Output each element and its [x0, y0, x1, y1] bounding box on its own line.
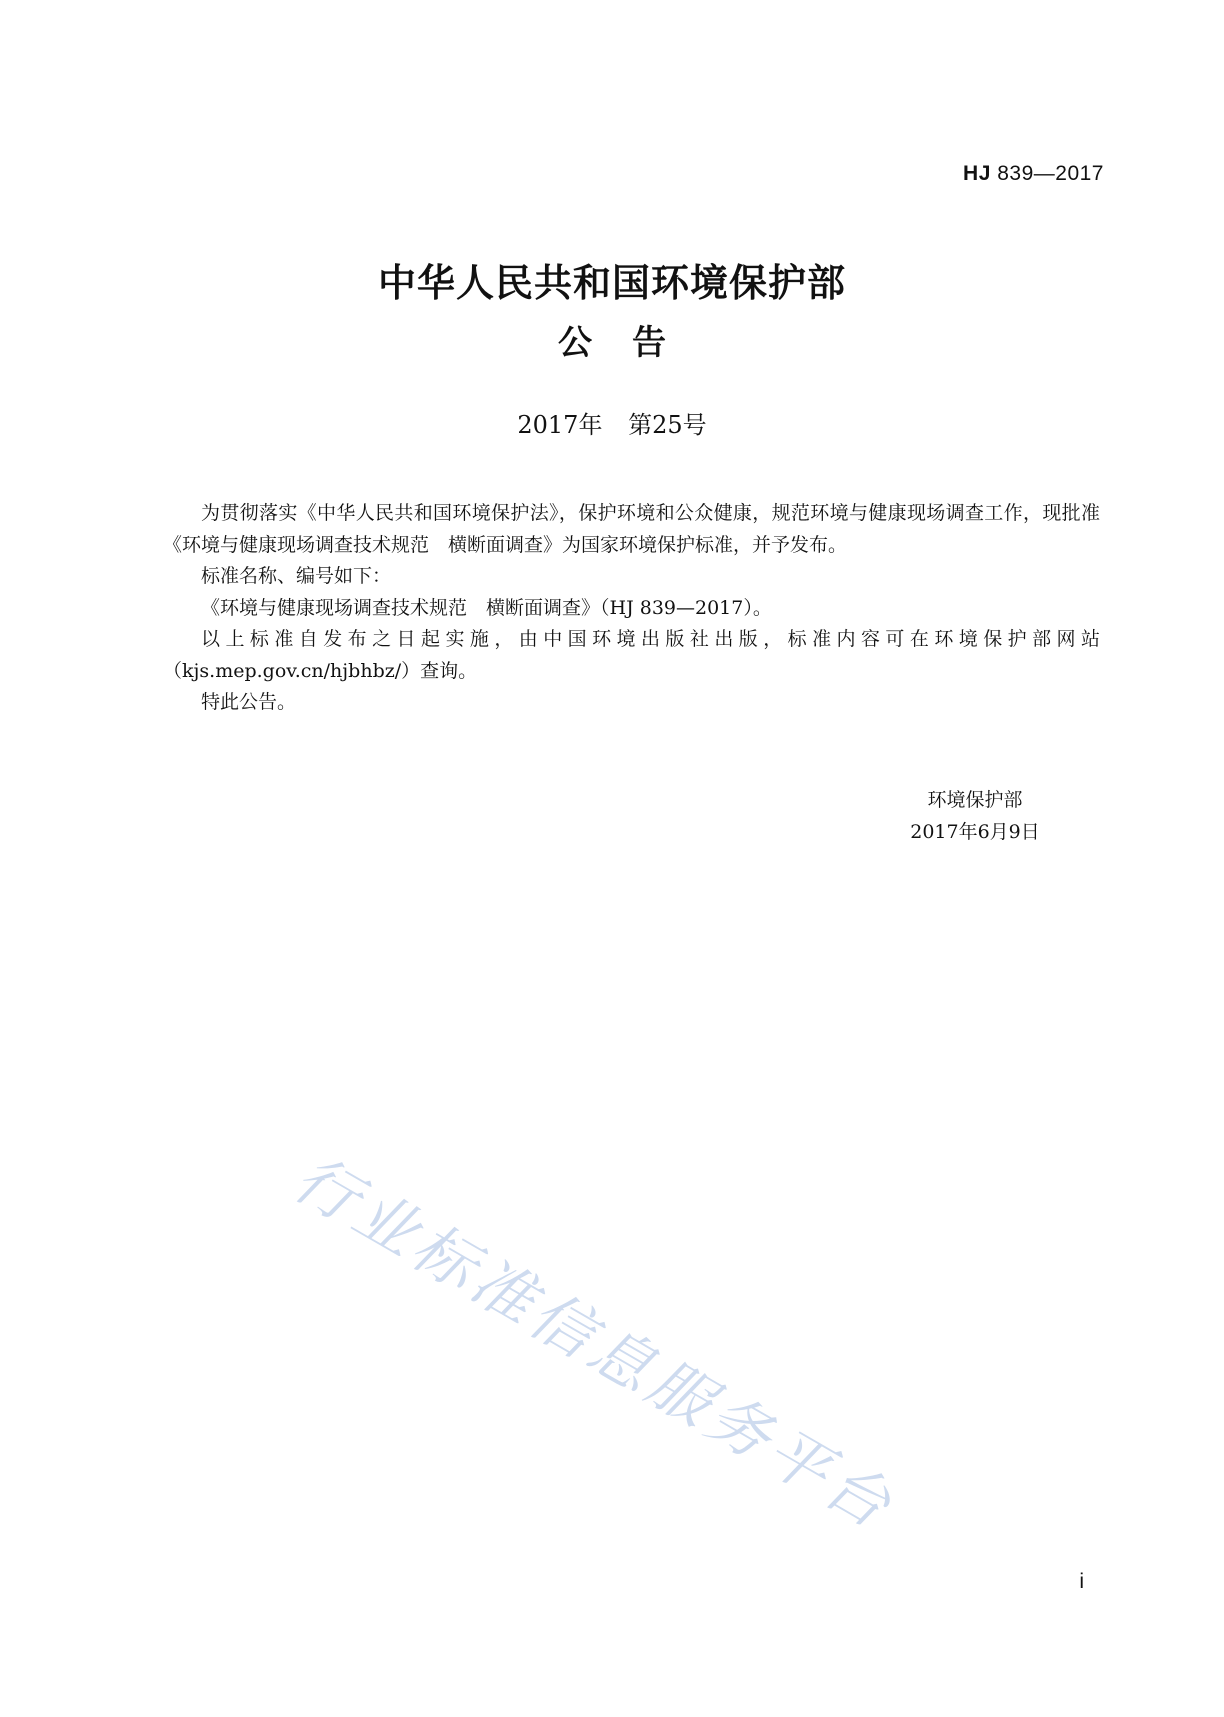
signature-date: 2017年6月9日	[910, 820, 1040, 843]
paragraph-standard-list-intro: 标准名称、编号如下：	[201, 565, 392, 587]
paragraph-implementation: 以上标准自发布之日起实施，由中国环境出版社出版，标准内容可在环境保护部网站（kjs.mep.gov.cn/hjbhbz/）查询。	[163, 628, 1100, 682]
paragraph-closing: 特此公告。	[201, 691, 297, 713]
issuer-title: 中华人民共和国环境保护部	[377, 261, 846, 305]
standard-code-number: 839—2017	[997, 162, 1104, 185]
page-number: i	[1079, 1570, 1084, 1593]
standard-code-prefix: HJ	[963, 162, 991, 185]
notice-number: 2017年 第25号	[517, 411, 707, 439]
notice-heading: 公告	[558, 323, 706, 363]
paragraph-approval: 为贯彻落实《中华人民共和国环境保护法》，保护环境和公众健康，规范环境与健康现场调查工作，现批准《环境与健康现场调查技术规范 横断面调查》为国家环境保护标准，并予发布。	[163, 502, 1100, 556]
watermark-text: 行业标准信息服务平台	[282, 1141, 908, 1545]
paragraph-standard-name: 《环境与健康现场调查技术规范 横断面调查》（HJ 839—2017）。	[201, 596, 772, 619]
signature-block	[900, 785, 1050, 848]
signature-org: 环境保护部	[927, 789, 1023, 811]
standard-code	[963, 162, 1104, 186]
notice-body	[163, 498, 1100, 719]
